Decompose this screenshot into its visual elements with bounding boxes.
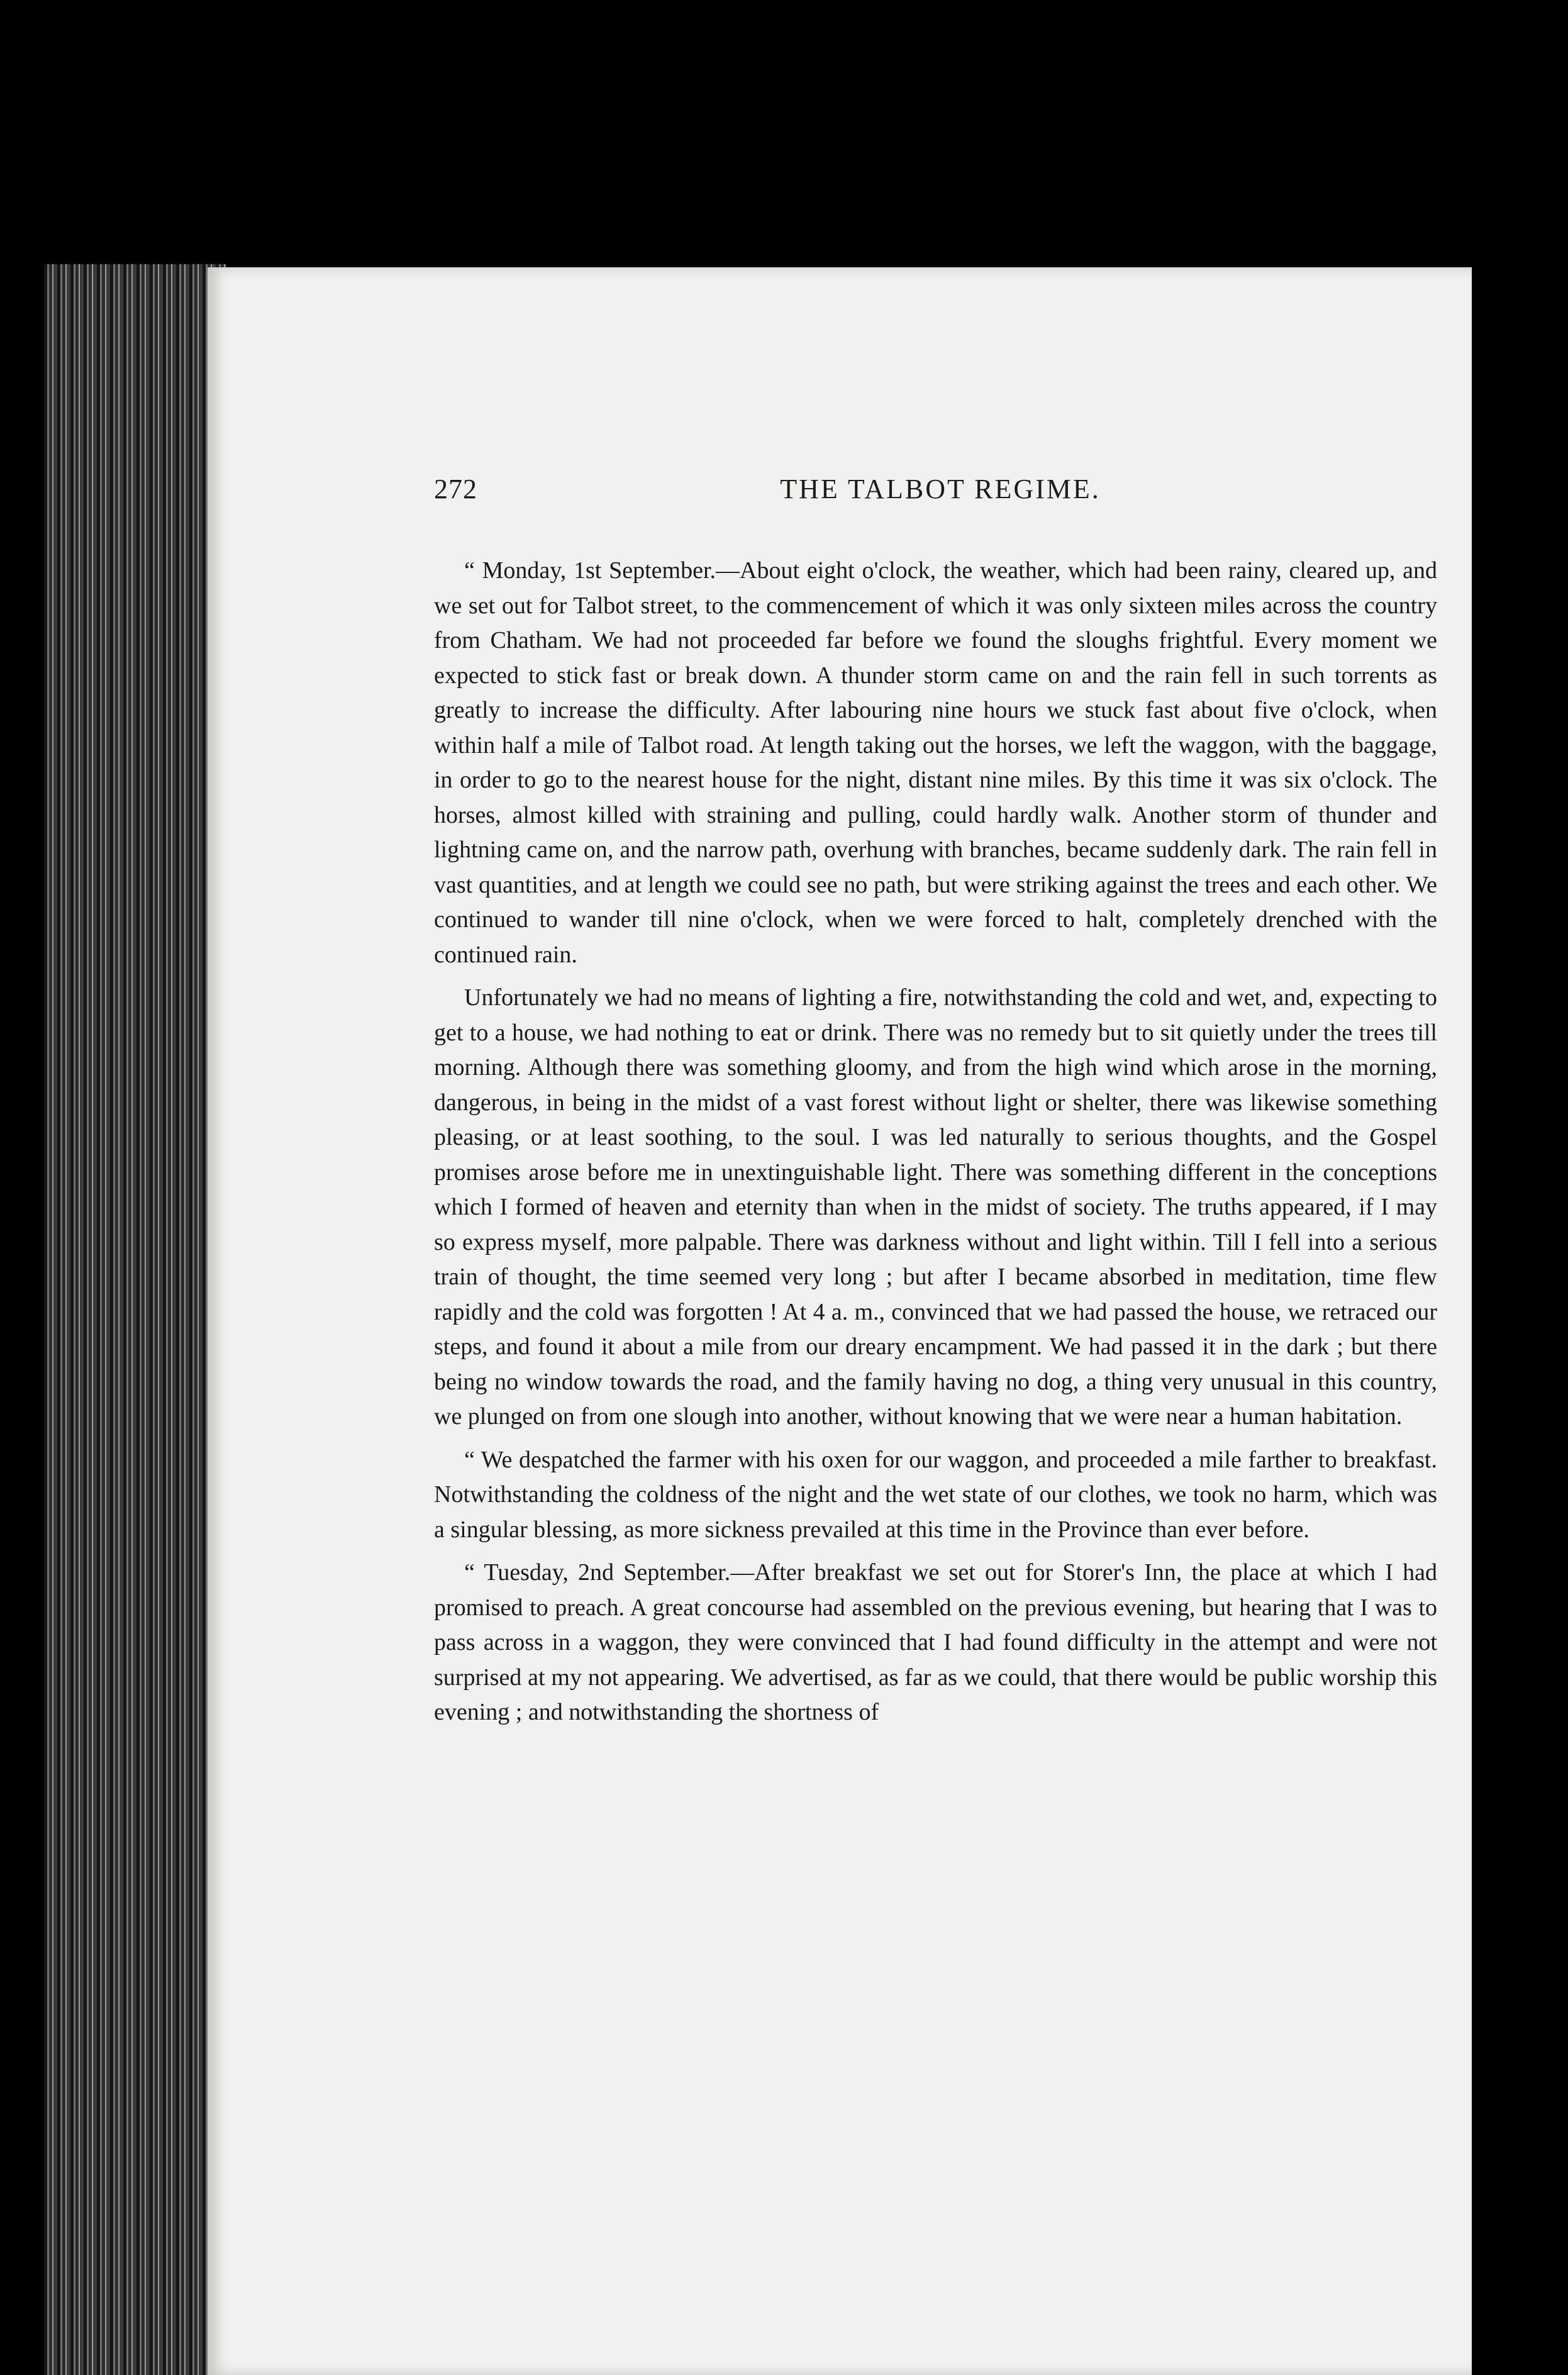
running-head: THE TALBOT REGIME. <box>780 474 1101 504</box>
paragraph: “ Monday, 1st September.—About eight o'clock, the weather, which had been rainy, cleared up, and we set out for Talbot street, to the commencement of which it was only sixteen miles across the country from Chatham. We had not proceeded far before we found the sloughs frightful. Every moment we expected to stick fast or break down. A thunder storm came on and the rain fell in such torrents as greatly to increase the difficulty. After labouring nine hours we stuck fast about five o'clock, when within half a mile of Talbot road. At length taking out the horses, we left the waggon, with the baggage, in order to go to the nearest house for the night, distant nine miles. By this time it was six o'clock. The horses, almost killed with straining and pulling, could hardly walk. Another storm of thunder and lightning came on, and the narrow path, overhung with branches, became suddenly dark. The rain fell in vast quantities, and at length we could see no path, but were striking against the trees and each other. We continued to wander till nine o'clock, when we were forced to halt, completely drenched with the continued rain. <box>434 557 1437 968</box>
paragraph: “ Tuesday, 2nd September.—After breakfast we set out for Storer's Inn, the place at which I had promised to preach. A great concourse had assembled on the previous evening, but hearing that I was to pass across in a waggon, they were convinced that I had found difficulty in the attempt and were not surprised at my not appearing. We advertised, as far as we could, that there would be public worship this evening ; and notwithstanding the shortness of <box>434 1559 1437 1725</box>
book-page-edges <box>44 264 226 2375</box>
page-header <box>434 473 1447 511</box>
paragraph: “ We despatched the farmer with his oxen for our waggon, and proceeded a mile farther to breakfast. Notwithstanding the coldness of the night and the wet state of our clothes, we took no harm, which was a singular blessing, as more sickness prevailed at this time in the Province than ever before. <box>434 1446 1437 1543</box>
page-number: 272 <box>434 474 477 504</box>
body-text <box>434 553 1437 1738</box>
paragraph: Unfortunately we had no means of lighting a fire, notwithstanding the cold and wet, and, expecting to get to a house, we had nothing to eat or drink. There was no remedy but to sit quietly under the trees till morning. Although there was something gloomy, and from the high wind which arose in the morning, dangerous, in being in the midst of a vast forest without light or shelter, there was likewise something pleasing, or at least soothing, to the soul. I was led naturally to serious thoughts, and the Gospel promises arose before me in unextinguishable light. There was something different in the conceptions which I formed of heaven and eternity than when in the midst of society. The truths appeared, if I may so express myself, more palpable. There was darkness without and light within. Till I fell into a serious train of thought, the time seemed very long ; but after I became absorbed in meditation, time flew rapidly and the cold was forgotten ! At 4 a. m., convinced that we had passed the house, we retraced our steps, and found it about a mile from our dreary encampment. We had passed it in the dark ; but there being no window towards the road, and the family having no dog, a thing very unusual in this country, we plunged on from one slough into another, without knowing that we were near a human habitation. <box>434 984 1437 1430</box>
